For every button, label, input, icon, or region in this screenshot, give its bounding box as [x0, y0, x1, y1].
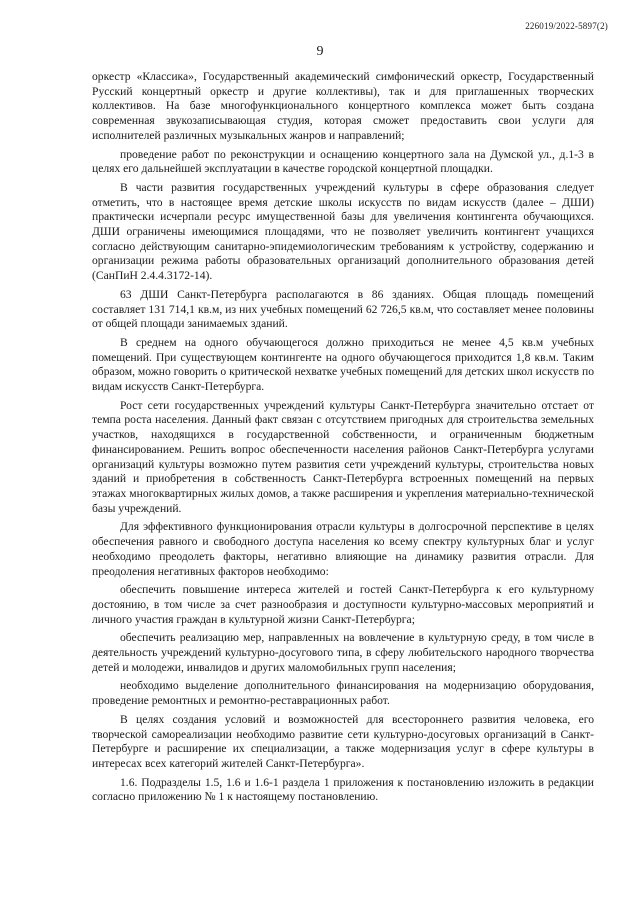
paragraph: В среднем на одного обучающегося должно приходиться не менее 4,5 кв.м учебных помещений. При существующем контингенте на одного обучающегося приходится 1,8 кв.м. Таким образом, можно говорить о критической нехватке учебных помещений для детских школ искусств по видам искусств Санкт-Петербурга.: [92, 335, 594, 394]
paragraph: 1.6. Подразделы 1.5, 1.6 и 1.6-1 раздела 1 приложения к постановлению изложить в редакции согласно приложению № 1 к настоящему постановлению.: [92, 775, 594, 804]
document-id: 226019/2022-5897(2): [525, 21, 608, 31]
paragraph-continuation: оркестр «Классика», Государственный академический симфонический оркестр, Государственный Русский концертный оркестр и другие коллективы), так и для приглашенных творческих коллективов. На базе многофункционального концертного комплекса может быть создана современная звукозаписывающая студия, которая сможет предоставить свои услуги для исполнителей различных музыкальных жанров и направлений;: [92, 70, 594, 142]
list-item: обеспечить реализацию мер, направленных на вовлечение в культурную среду, в том числе в деятельность учреждений культурно-досугового типа, в сферу любительского народного творчества детей и молодежи, инвалидов и других маломобильных групп населения;: [92, 631, 594, 674]
paragraph: В части развития государственных учреждений культуры в сфере образования следует отметить, что в настоящее время детские школы искусств по видам искусств (далее – ДШИ) практически исчерпали ресурс имущественной базы для увеличения контингента обучающихся. ДШИ ограничены имеющимися площадями, что не позволяет увеличить контингент учащихся согласно действующим санитарно-эпидемиологическим требованиям к устройству, содержанию и организации режима работы образовательных организаций дополнительного образования детей (СанПиН 2.4.4.3172-14).: [92, 180, 594, 283]
list-item: необходимо выделение дополнительного финансирования на модернизацию оборудования, проведение ремонтных и ремонтно-реставрационных работ.: [92, 679, 594, 708]
paragraph: 63 ДШИ Санкт-Петербурга располагаются в 86 зданиях. Общая площадь помещений составляет 131 714,1 кв.м, из них учебных помещений 62 726,5 кв.м, что составляет менее половины от общей площади занимаемых зданий.: [92, 287, 594, 331]
paragraph: Рост сети государственных учреждений культуры Санкт-Петербурга значительно отстает от темпа роста населения. Данный факт связан с отсутствием пригодных для строительства земельных участков, находящихся в государственной собственности, и ограниченным бюджетным финансированием. Решить вопрос обеспеченности населения районов Санкт-Петербурга услугами организаций культуры возможно путем развития сети учреждений культуры, строительства новых зданий и приобретения в собственность Санкт-Петербурга встроенных помещений на первых этажах многоквартирных жилых домов, а также расширения и укрепления материально-технической базы учреждений.: [92, 398, 594, 515]
paragraph: проведение работ по реконструкции и оснащению концертного зала на Думской ул., д.1-3 в целях его дальнейшей эксплуатации в качестве городской концертной площадки.: [92, 147, 594, 176]
list-item: обеспечить повышение интереса жителей и гостей Санкт-Петербурга к его культурному достоянию, в том числе за счет разнообразия и доступности культурно-массовых мероприятий и личного участия граждан в культурной жизни Санкт-Петербурга;: [92, 583, 594, 626]
page-number: 9: [316, 44, 324, 59]
paragraph: Для эффективного функционирования отрасли культуры в долгосрочной перспективе в целях обеспечения равного и свободного доступа населения ко всему спектру культурных благ и услуг необходимо преодолеть факторы, негативно влияющие на динамику развития отрасли. Для преодоления негативных факторов необходимо:: [92, 520, 594, 578]
document-body: [92, 70, 594, 809]
paragraph: В целях создания условий и возможностей для всестороннего развития человека, его творческой самореализации необходимо развитие сети культурно-досуговых организаций в Санкт-Петербурге и расширение их специализации, а также модернизация услуг в сфере культуры в интересах всех категорий жителей Санкт-Петербурга».: [92, 712, 594, 770]
